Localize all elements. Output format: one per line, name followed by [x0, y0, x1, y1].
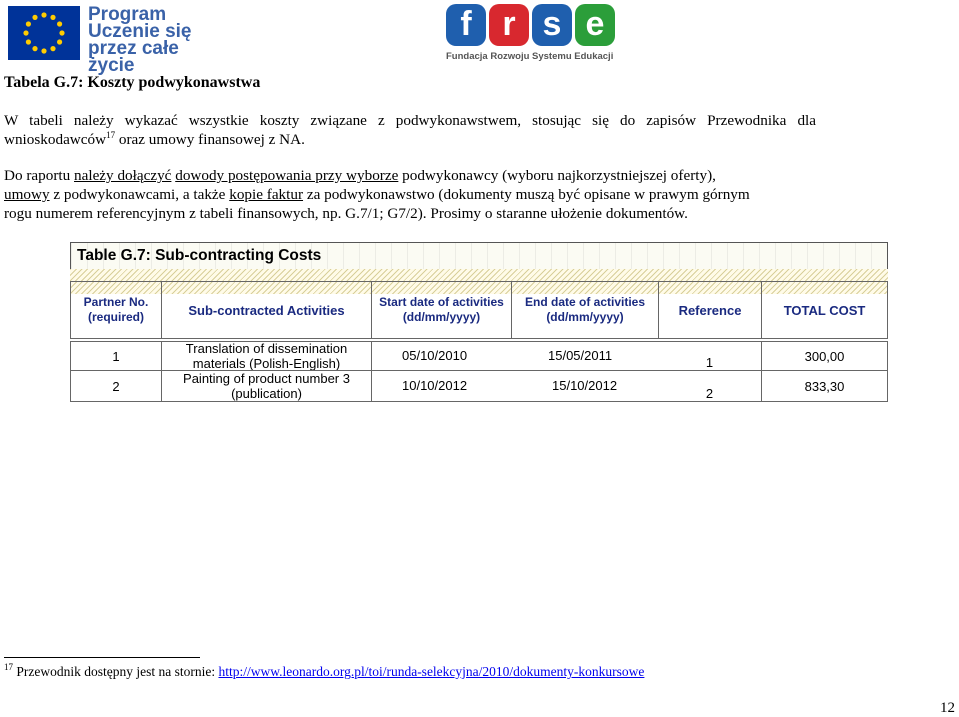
- eu-flag-icon: [8, 6, 80, 60]
- section-heading: Tabela G.7: Koszty podwykonawstwa: [4, 74, 261, 91]
- table-title: Table G.7: Sub-contracting Costs: [77, 247, 322, 264]
- table-title-bar: [70, 242, 888, 270]
- instructions-paragraph: [4, 166, 816, 223]
- cell-reference: 1: [658, 341, 762, 371]
- cell-start-date: 05/10/2010: [402, 348, 468, 363]
- cell-total: 833,30: [761, 370, 888, 402]
- header-activities: Sub-contracted Activities: [161, 281, 372, 339]
- header-total-cost: TOTAL COST: [761, 281, 888, 339]
- frse-letter-s: s: [532, 4, 572, 46]
- frse-letter-e: e: [575, 4, 615, 46]
- instructions-line-3: rogu numerem referencyjnym z tabeli finansowych, np. G.7/1; G7/2). Prosimy o staranne ułożenie dokumentów.: [4, 205, 688, 222]
- cell-partner: 1: [70, 341, 162, 371]
- frse-letters: [446, 4, 618, 48]
- cell-activity: Painting of product number 3 (publication): [161, 370, 372, 402]
- footnote-link[interactable]: http://www.leonardo.org.pl/toi/runda-selekcyjna/2010/dokumenty-konkursowe: [218, 664, 645, 679]
- cell-partner: 2: [70, 370, 162, 402]
- header-end-date: End date of activities (dd/mm/yyyy): [511, 281, 659, 339]
- instructions-line-2: [4, 185, 816, 204]
- eu-logo-line: Program: [88, 4, 167, 25]
- cell-start-date: 10/10/2012: [402, 378, 468, 393]
- cell-dates-row: [371, 370, 661, 402]
- header-reference: Reference: [658, 281, 762, 339]
- subcontracting-costs-table: [70, 242, 888, 402]
- footnote-separator: [4, 657, 200, 658]
- text: z podwykonawcami, a także: [49, 186, 230, 203]
- cell-reference: 2: [658, 370, 762, 402]
- frse-letter-f: f: [446, 4, 486, 46]
- eu-logo-line: Uczenie się: [88, 21, 192, 42]
- underlined-text: dowody postępowania przy wyborze: [175, 167, 399, 184]
- frse-caption: Fundacja Rozwoju Systemu Edukacji: [446, 51, 614, 62]
- cell-end-date: 15/10/2012: [552, 378, 618, 393]
- instructions-line-1: [4, 166, 816, 185]
- text: podwykonawcy (wyboru najkorzystniejszej oferty),: [398, 167, 716, 184]
- intro-paragraph: [4, 111, 816, 149]
- frse-letter-r: r: [489, 4, 529, 46]
- cell-dates-row: [371, 341, 661, 371]
- intro-text: W tabeli należy wykazać wszystkie koszty związane z podwykonawstwem, stosując się do zapisów Przewodnika dla wnioskodawców: [4, 112, 816, 148]
- underlined-text: umowy: [4, 186, 50, 203]
- footnote-ref[interactable]: 17: [106, 130, 116, 140]
- frse-logo: [446, 4, 620, 66]
- intro-text-end: oraz umowy finansowej z NA.: [115, 131, 305, 148]
- text: za podwykonawstwo (dokumenty muszą być opisane w prawym górnym: [303, 186, 750, 203]
- cell-total: 300,00: [761, 341, 888, 371]
- text: Do raportu: [4, 167, 75, 184]
- eu-logo-line: przez całe życie: [88, 38, 179, 76]
- footnote-text: Przewodnik dostępny jest na stornie:: [13, 664, 219, 679]
- underlined-text: kopie faktur: [229, 186, 304, 203]
- header-partner: Partner No. (required): [70, 281, 162, 339]
- eu-logo-text: [88, 6, 214, 74]
- page-number: 12: [940, 700, 955, 716]
- cell-end-date: 15/05/2011: [548, 348, 613, 363]
- underlined-text: należy dołączyć: [74, 167, 172, 184]
- footnote-number: 17: [4, 662, 13, 672]
- header-start-date: Start date of activities (dd/mm/yyyy): [371, 281, 512, 339]
- cell-activity: Translation of dissemination materials (Polish-English): [161, 341, 372, 371]
- eu-program-logo: [8, 4, 214, 76]
- footnote: [4, 664, 644, 680]
